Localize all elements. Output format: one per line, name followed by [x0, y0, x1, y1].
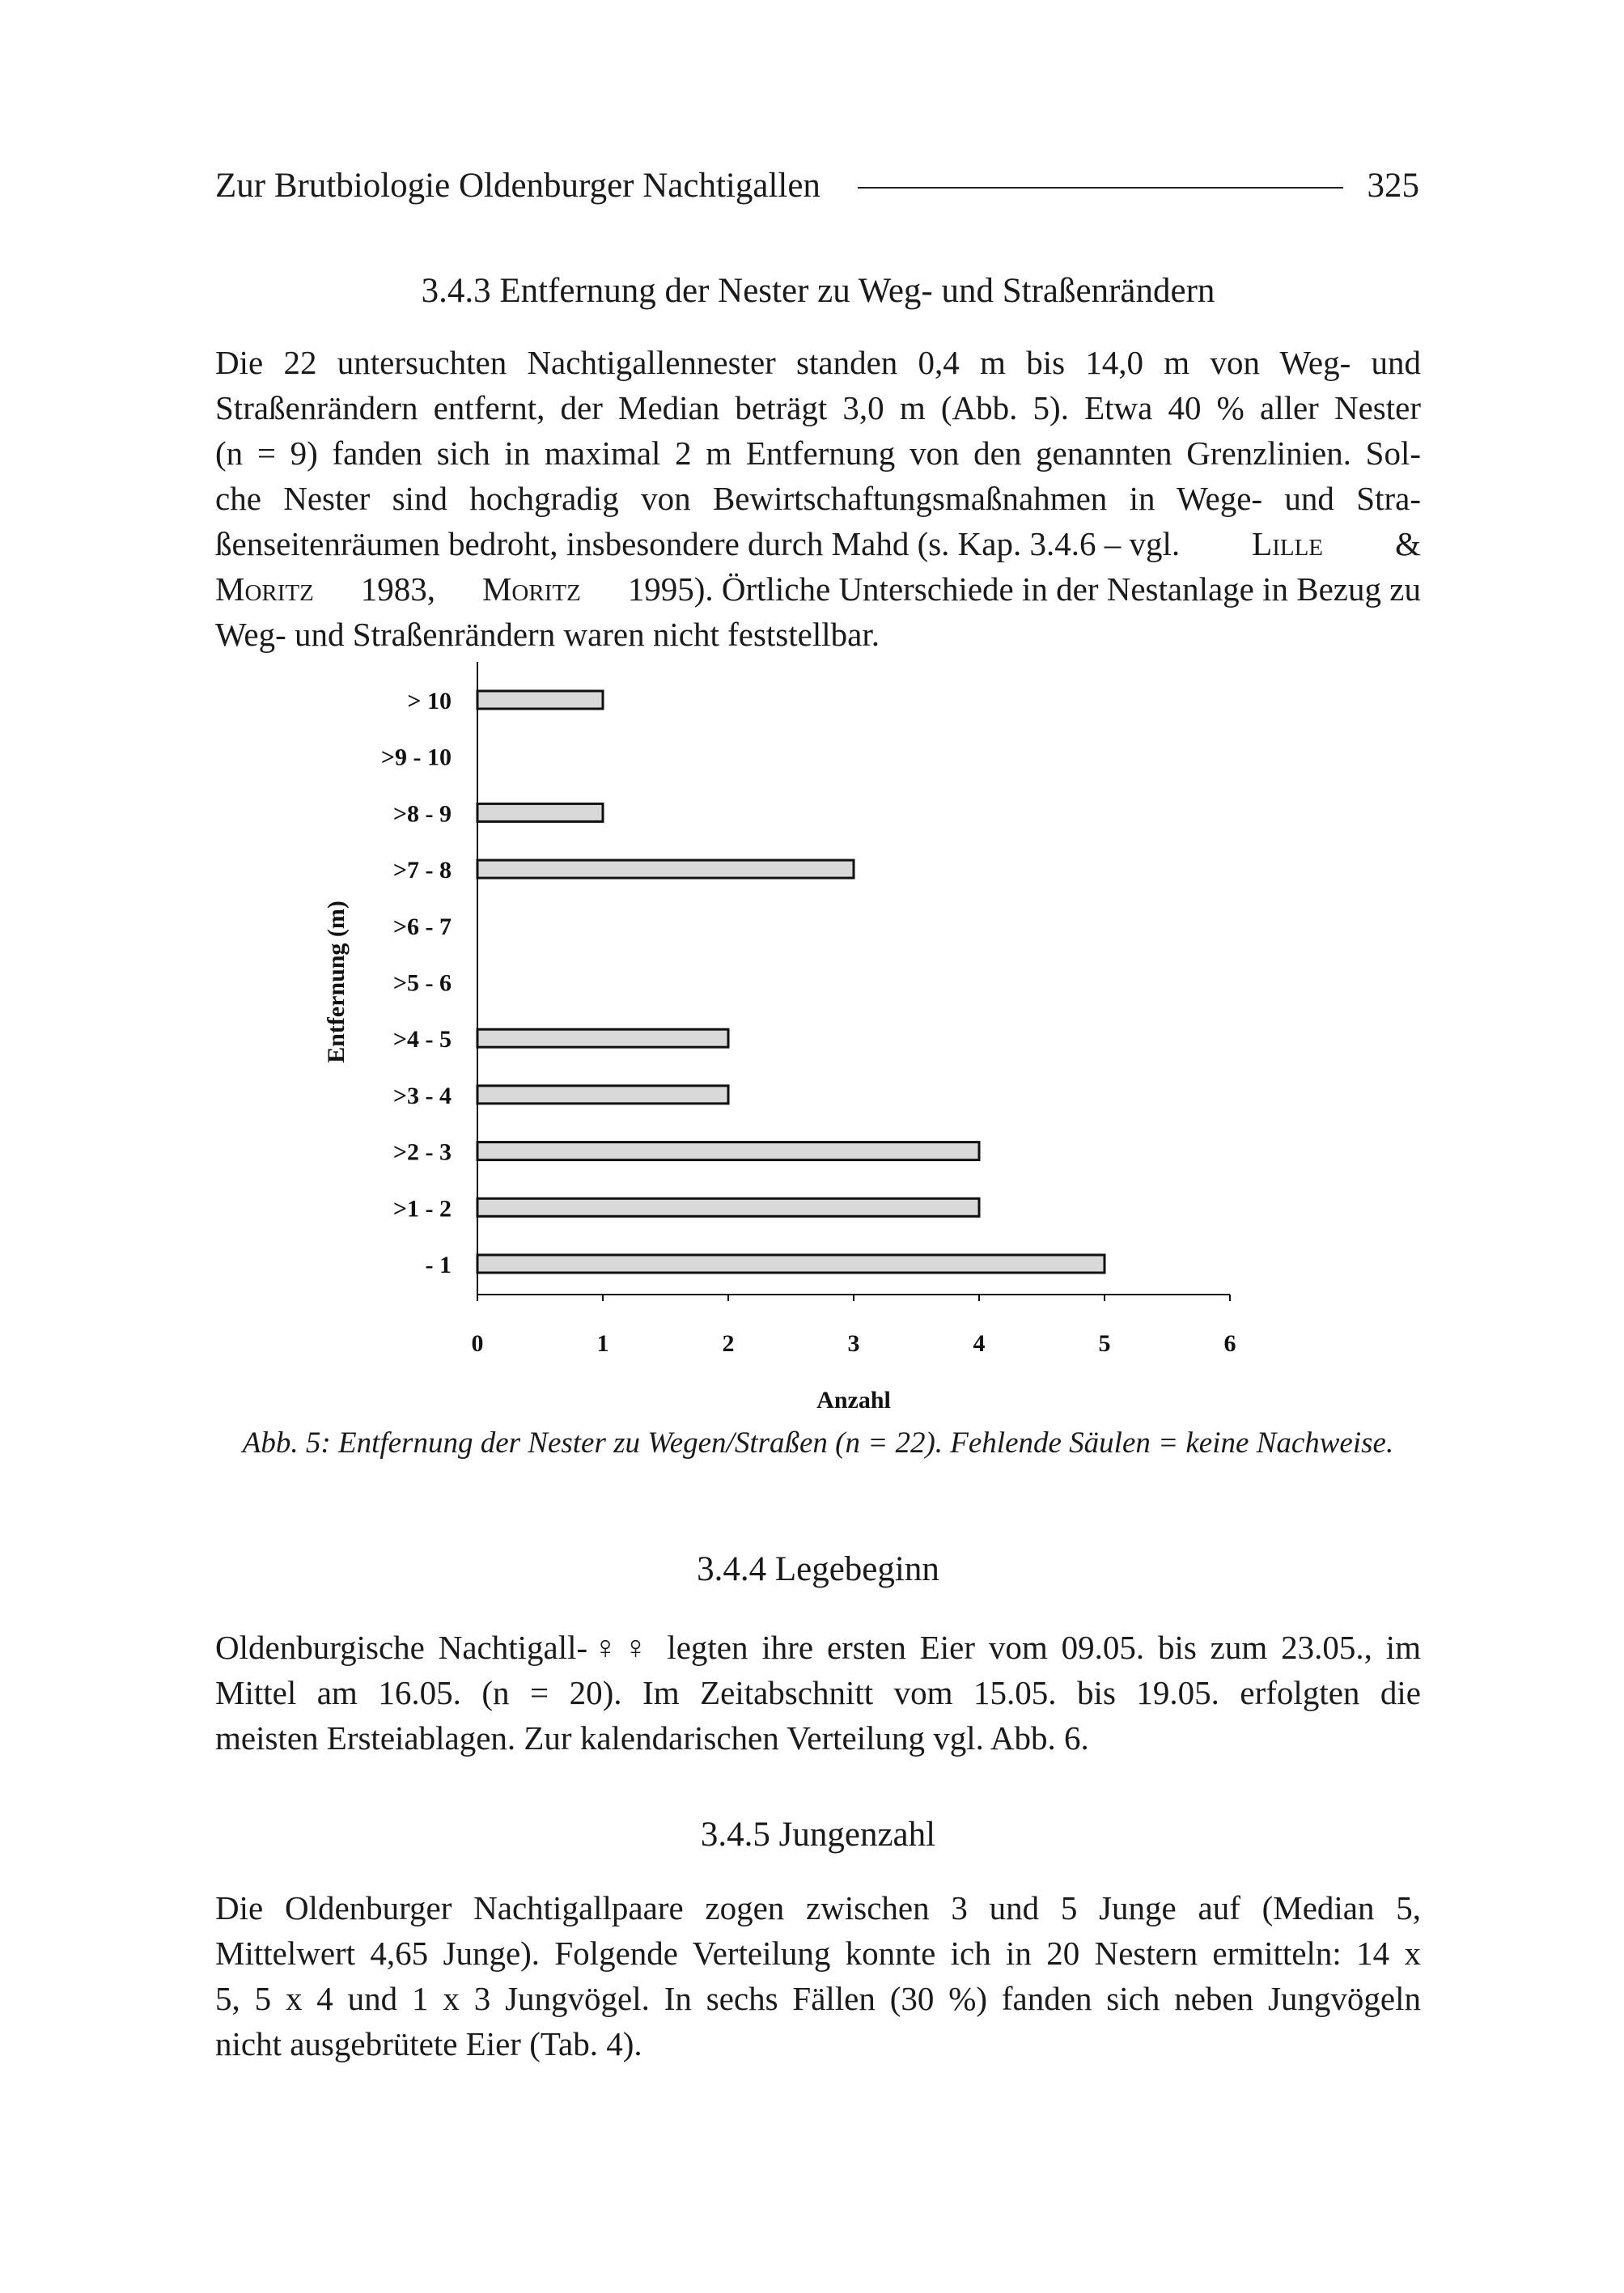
y-tick-label: >4 - 5 [392, 1026, 452, 1053]
text-fragment: & [1395, 525, 1421, 562]
y-tick-label: >1 - 2 [392, 1195, 452, 1223]
text-line: Mittel am 16.05. (n = 20). Im Zeitabschnitt vom 15.05. bis 19.05. erfolgten die [215, 1674, 1421, 1711]
text-line: che Nester sind hochgradig von Bewirtschaftungsmaßnahmen in Wege- und Stra- [215, 480, 1421, 517]
x-tick-label: 3 [847, 1330, 860, 1357]
text-line [215, 521, 1421, 566]
bar [477, 691, 603, 709]
bar [477, 860, 854, 878]
y-tick-label: > 10 [407, 688, 452, 714]
bar-chart [307, 647, 1359, 1424]
citation-author: Lille [1252, 525, 1324, 562]
paragraph-3-4-5 [215, 1885, 1421, 2066]
bar [477, 1029, 728, 1047]
citation-author: Moritz [481, 570, 581, 608]
x-tick-label: 4 [973, 1330, 986, 1357]
y-tick-label: >5 - 6 [392, 969, 452, 997]
running-header [215, 162, 1419, 210]
text-line: nicht ausgebrütete Eier (Tab. 4). [215, 2025, 642, 2062]
y-tick-label: >9 - 10 [380, 744, 452, 771]
y-tick-label: - 1 [425, 1252, 452, 1278]
text-fragment: ßenseitenräumen bedroht, insbesondere durch Mahd (s. Kap. 3.4.6 – vgl. [215, 525, 1181, 562]
bar [477, 1142, 979, 1160]
page-number: 325 [1367, 167, 1419, 205]
figure-distance-chart [307, 647, 1359, 1424]
text-fragment: 1995). Örtliche Unterschiede in der Nestanlage in Bezug zu [627, 570, 1421, 608]
x-tick-label: 0 [471, 1330, 484, 1357]
text-line: Die Oldenburger Nachtigallpaare zogen zwischen 3 und 5 Junge auf (Median 5, [215, 1889, 1421, 1926]
header-rule [858, 187, 1343, 189]
x-tick-label: 6 [1223, 1330, 1236, 1357]
x-tick-label: 1 [596, 1330, 609, 1357]
text-line: Straßenrändern entfernt, der Median beträgt 3,0 m (Abb. 5). Etwa 40 % aller Nester [215, 389, 1421, 426]
text-line: Die 22 untersuchten Nachtigallennester standen 0,4 m bis 14,0 m von Weg- und [215, 344, 1421, 381]
text-fragment: 1983, [360, 570, 436, 608]
x-tick-label: 2 [722, 1330, 735, 1357]
bar [477, 1255, 1105, 1273]
text-line: Mittelwert 4,65 Junge). Folgende Verteilung konnte ich in 20 Nestern ermitteln: 14 x [215, 1935, 1421, 1972]
section-heading-3-4-5: 3.4.5 Jungenzahl [700, 1816, 936, 1854]
running-title: Zur Brutbiologie Oldenburger Nachtigallen [215, 167, 820, 205]
y-tick-label: >7 - 8 [392, 857, 452, 884]
x-axis-title: Anzahl [816, 1387, 891, 1414]
paragraph-3-4-4 [215, 1625, 1421, 1761]
paragraph-3-4-3 [215, 340, 1421, 657]
y-tick-label: >2 - 3 [392, 1138, 452, 1166]
bar [477, 1086, 728, 1104]
x-tick-label: 5 [1098, 1330, 1111, 1357]
text-line: Weg- und Straßenrändern waren nicht feststellbar. [215, 616, 880, 653]
text-line: 5, 5 x 4 und 1 x 3 Jungvögel. In sechs Fällen (30 %) fanden sich neben Jungvögeln [215, 1980, 1421, 2017]
y-tick-label: >6 - 7 [392, 913, 452, 940]
bar [477, 803, 603, 821]
bar [477, 1198, 979, 1216]
text-line: (n = 9) fanden sich in maximal 2 m Entfernung von den genannten Grenzlinien. Sol- [215, 434, 1421, 472]
text-line: meisten Ersteiablagen. Zur kalendarischen Verteilung vgl. Abb. 6. [215, 1719, 1089, 1757]
section-heading-3-4-4: 3.4.4 Legebeginn [697, 1550, 939, 1588]
section-heading-3-4-3: 3.4.3 Entfernung der Nester zu Weg- und Straßenrändern [421, 272, 1215, 310]
figure-caption: Abb. 5: Entfernung der Nester zu Wegen/Straßen (n = 22). Fehlende Säulen = keine Nachweise. [242, 1426, 1394, 1460]
y-tick-label: >8 - 9 [392, 800, 452, 828]
y-tick-label: >3 - 4 [392, 1082, 452, 1109]
citation-author: Moritz [215, 570, 314, 608]
text-line: Oldenburgische Nachtigall-♀♀ legten ihre ersten Eier vom 09.05. bis zum 23.05., im [215, 1629, 1421, 1666]
y-axis-title: Entfernung (m) [323, 901, 350, 1063]
text-line [215, 566, 1421, 612]
